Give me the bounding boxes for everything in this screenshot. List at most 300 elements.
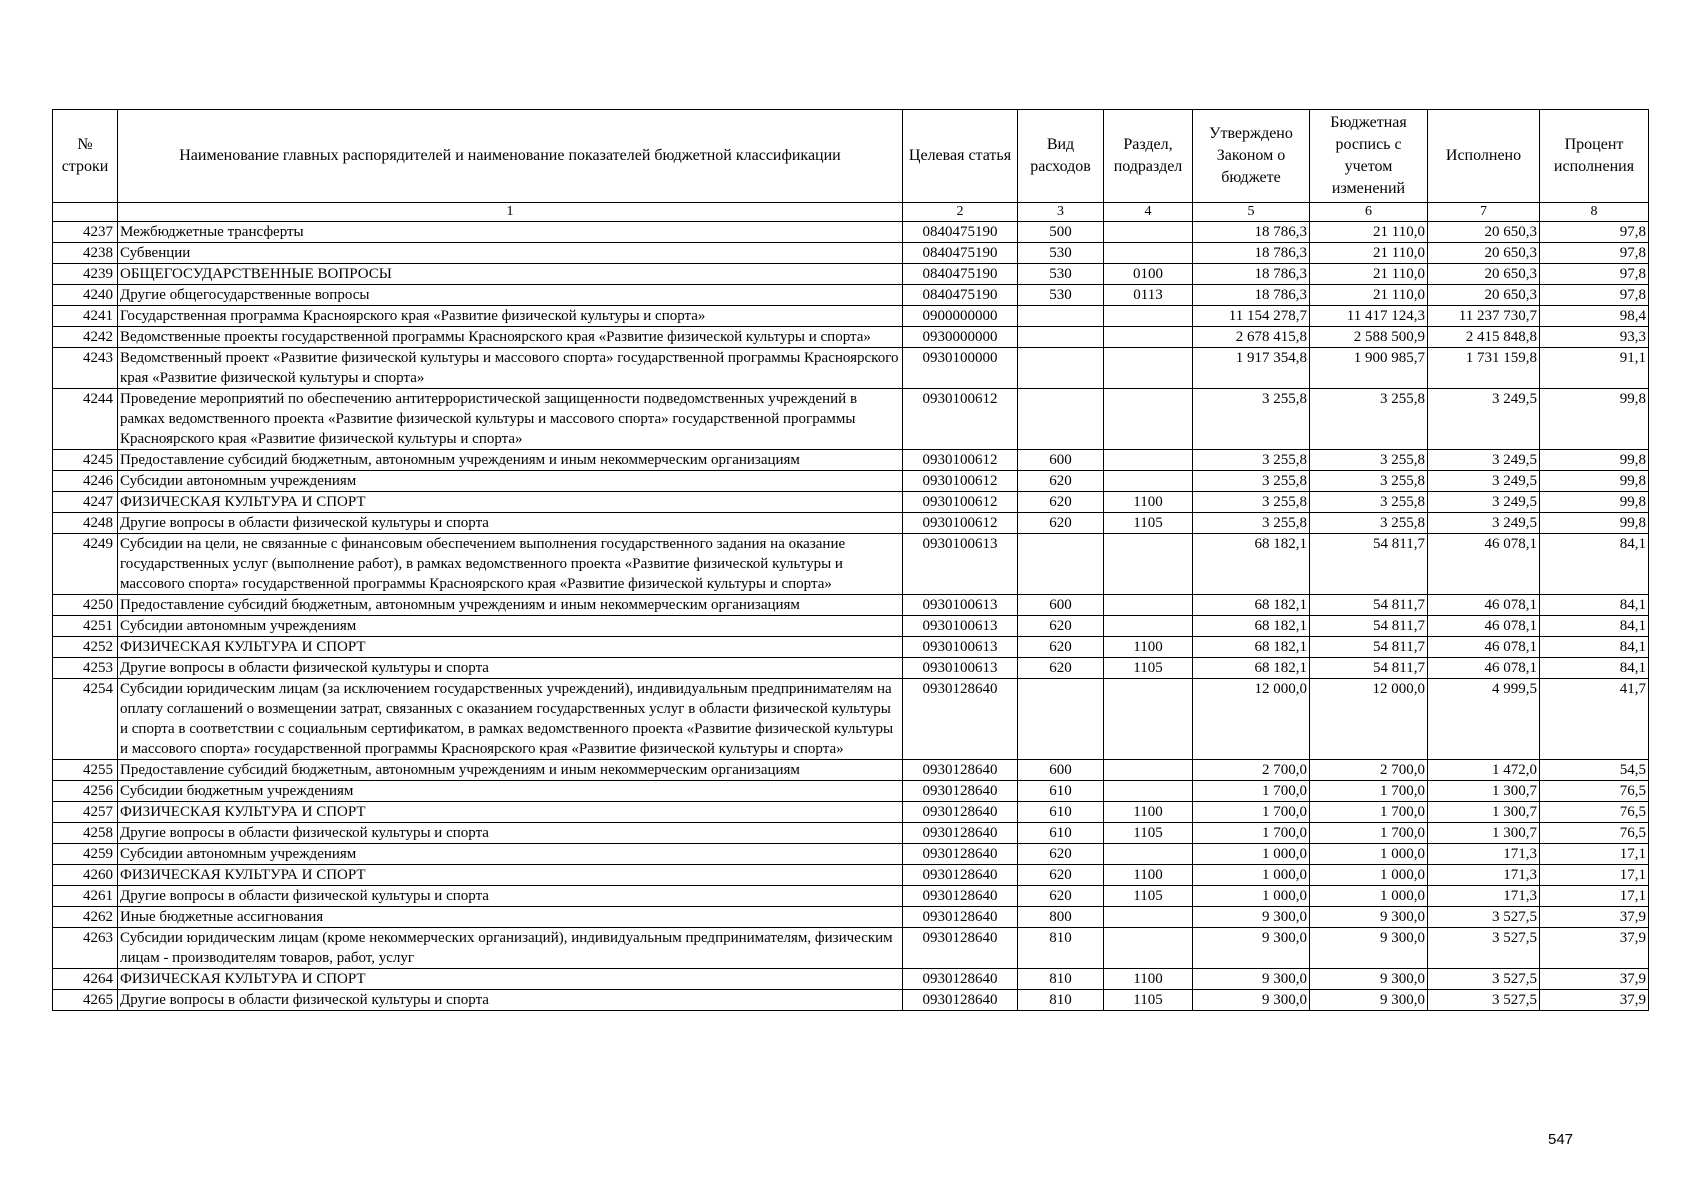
expense-type-cell (1018, 348, 1104, 389)
section-cell: 1105 (1104, 823, 1193, 844)
row-number-cell: 4239 (53, 264, 118, 285)
budget-amount-cell: 1 700,0 (1310, 823, 1428, 844)
approved-amount-cell: 18 786,3 (1193, 285, 1310, 306)
row-number-cell: 4265 (53, 990, 118, 1011)
expense-type-cell (1018, 389, 1104, 450)
table-row (53, 389, 1649, 450)
section-cell: 0100 (1104, 264, 1193, 285)
header-executed: Исполнено (1428, 110, 1540, 203)
row-number-cell: 4264 (53, 969, 118, 990)
approved-amount-cell: 3 255,8 (1193, 389, 1310, 450)
budget-amount-cell: 1 900 985,7 (1310, 348, 1428, 389)
percent-cell: 37,9 (1540, 990, 1649, 1011)
budget-amount-cell: 2 700,0 (1310, 760, 1428, 781)
percent-cell: 84,1 (1540, 616, 1649, 637)
section-cell (1104, 243, 1193, 264)
percent-cell: 99,8 (1540, 471, 1649, 492)
budget-amount-cell: 3 255,8 (1310, 389, 1428, 450)
section-cell: 1105 (1104, 990, 1193, 1011)
target-article-cell: 0900000000 (903, 306, 1018, 327)
expense-type-cell: 810 (1018, 928, 1104, 969)
section-cell (1104, 471, 1193, 492)
column-number: 2 (903, 203, 1018, 222)
budget-amount-cell: 1 700,0 (1310, 781, 1428, 802)
approved-amount-cell: 1 700,0 (1193, 823, 1310, 844)
name-cell: ФИЗИЧЕСКАЯ КУЛЬТУРА И СПОРТ (118, 492, 903, 513)
target-article-cell: 0930128640 (903, 928, 1018, 969)
section-cell (1104, 327, 1193, 348)
percent-cell: 97,8 (1540, 243, 1649, 264)
budget-amount-cell: 54 811,7 (1310, 658, 1428, 679)
executed-amount-cell: 20 650,3 (1428, 285, 1540, 306)
target-article-cell: 0930128640 (903, 886, 1018, 907)
section-cell (1104, 222, 1193, 243)
row-number-cell: 4252 (53, 637, 118, 658)
target-article-cell: 0930100613 (903, 637, 1018, 658)
budget-execution-table (52, 109, 1649, 1011)
name-cell: Субсидии автономным учреждениям (118, 844, 903, 865)
expense-type-cell (1018, 534, 1104, 595)
budget-amount-cell: 54 811,7 (1310, 534, 1428, 595)
target-article-cell: 0930100612 (903, 492, 1018, 513)
row-number-cell: 4247 (53, 492, 118, 513)
name-cell: Субсидии на цели, не связанные с финансовым обеспечением выполнения государственного задания на оказание государственных услуг (выполнение работ), в рамках ведомственного проекта «Развитие физической культуры и массового спорта» государственной программы Красноярского края «Развитие физической культуры и спорта» (118, 534, 903, 595)
target-article-cell: 0930128640 (903, 760, 1018, 781)
name-cell: Другие вопросы в области физической культуры и спорта (118, 823, 903, 844)
executed-amount-cell: 11 237 730,7 (1428, 306, 1540, 327)
section-cell (1104, 348, 1193, 389)
budget-amount-cell: 1 700,0 (1310, 802, 1428, 823)
approved-amount-cell: 68 182,1 (1193, 616, 1310, 637)
table-row (53, 886, 1649, 907)
target-article-cell: 0930128640 (903, 679, 1018, 760)
table-row (53, 471, 1649, 492)
table-row (53, 802, 1649, 823)
approved-amount-cell: 2 678 415,8 (1193, 327, 1310, 348)
percent-cell: 76,5 (1540, 823, 1649, 844)
row-number-cell: 4254 (53, 679, 118, 760)
target-article-cell: 0930128640 (903, 969, 1018, 990)
percent-cell: 98,4 (1540, 306, 1649, 327)
row-number-cell: 4244 (53, 389, 118, 450)
expense-type-cell (1018, 327, 1104, 348)
percent-cell: 17,1 (1540, 844, 1649, 865)
name-cell: Иные бюджетные ассигнования (118, 907, 903, 928)
percent-cell: 17,1 (1540, 886, 1649, 907)
header-budget-schedule: Бюджетная роспись с учетом изменений (1310, 110, 1428, 203)
name-cell: Другие общегосударственные вопросы (118, 285, 903, 306)
approved-amount-cell: 68 182,1 (1193, 534, 1310, 595)
column-number-blank (53, 203, 118, 222)
executed-amount-cell: 2 415 848,8 (1428, 327, 1540, 348)
approved-amount-cell: 1 700,0 (1193, 781, 1310, 802)
target-article-cell: 0930128640 (903, 781, 1018, 802)
row-number-cell: 4246 (53, 471, 118, 492)
header-percent: Процент исполнения (1540, 110, 1649, 203)
name-cell: Другие вопросы в области физической культуры и спорта (118, 513, 903, 534)
budget-amount-cell: 54 811,7 (1310, 595, 1428, 616)
table-row (53, 990, 1649, 1011)
executed-amount-cell: 46 078,1 (1428, 616, 1540, 637)
row-number-cell: 4256 (53, 781, 118, 802)
target-article-cell: 0930128640 (903, 990, 1018, 1011)
table-row (53, 492, 1649, 513)
row-number-cell: 4262 (53, 907, 118, 928)
executed-amount-cell: 3 527,5 (1428, 990, 1540, 1011)
name-cell: ФИЗИЧЕСКАЯ КУЛЬТУРА И СПОРТ (118, 637, 903, 658)
approved-amount-cell: 11 154 278,7 (1193, 306, 1310, 327)
header-target-article: Целевая статья (903, 110, 1018, 203)
name-cell: ОБЩЕГОСУДАРСТВЕННЫЕ ВОПРОСЫ (118, 264, 903, 285)
percent-cell: 84,1 (1540, 637, 1649, 658)
row-number-cell: 4259 (53, 844, 118, 865)
row-number-cell: 4238 (53, 243, 118, 264)
percent-cell: 76,5 (1540, 802, 1649, 823)
name-cell: Ведомственные проекты государственной программы Красноярского края «Развитие физической культуры и спорта» (118, 327, 903, 348)
target-article-cell: 0840475190 (903, 222, 1018, 243)
approved-amount-cell: 9 300,0 (1193, 907, 1310, 928)
name-cell: Межбюджетные трансферты (118, 222, 903, 243)
budget-amount-cell: 1 000,0 (1310, 844, 1428, 865)
percent-cell: 37,9 (1540, 907, 1649, 928)
target-article-cell: 0930100613 (903, 658, 1018, 679)
approved-amount-cell: 18 786,3 (1193, 243, 1310, 264)
section-cell: 1105 (1104, 886, 1193, 907)
section-cell: 1100 (1104, 969, 1193, 990)
budget-amount-cell: 9 300,0 (1310, 928, 1428, 969)
approved-amount-cell: 12 000,0 (1193, 679, 1310, 760)
section-cell: 1100 (1104, 492, 1193, 513)
expense-type-cell: 620 (1018, 844, 1104, 865)
table-row (53, 844, 1649, 865)
expense-type-cell: 620 (1018, 886, 1104, 907)
executed-amount-cell: 20 650,3 (1428, 243, 1540, 264)
table-row (53, 513, 1649, 534)
header-expense-type: Вид расходов (1018, 110, 1104, 203)
section-cell: 1100 (1104, 865, 1193, 886)
table-row (53, 616, 1649, 637)
approved-amount-cell: 3 255,8 (1193, 492, 1310, 513)
target-article-cell: 0930100613 (903, 616, 1018, 637)
name-cell: Субсидии юридическим лицам (за исключением государственных учреждений), индивидуальным предпринимателям на оплату соглашений о возмещении затрат, связанных с оказанием государственных услуг в области физической культуры и спорта в соответствии с социальным сертификатом, в рамках ведомственного проекта «Развитие физической культуры и массового спорта» государственной программы Красноярского края «Развитие физической культуры и спорта» (118, 679, 903, 760)
executed-amount-cell: 171,3 (1428, 844, 1540, 865)
approved-amount-cell: 68 182,1 (1193, 595, 1310, 616)
budget-amount-cell: 1 000,0 (1310, 886, 1428, 907)
budget-amount-cell: 54 811,7 (1310, 616, 1428, 637)
row-number-cell: 4261 (53, 886, 118, 907)
name-cell: Предоставление субсидий бюджетным, автономным учреждениям и иным некоммерческим организациям (118, 595, 903, 616)
column-number: 6 (1310, 203, 1428, 222)
approved-amount-cell: 1 000,0 (1193, 886, 1310, 907)
approved-amount-cell: 18 786,3 (1193, 264, 1310, 285)
budget-amount-cell: 21 110,0 (1310, 285, 1428, 306)
executed-amount-cell: 3 249,5 (1428, 450, 1540, 471)
executed-amount-cell: 20 650,3 (1428, 264, 1540, 285)
budget-amount-cell: 9 300,0 (1310, 969, 1428, 990)
name-cell: Субсидии бюджетным учреждениям (118, 781, 903, 802)
header-name: Наименование главных распорядителей и наименование показателей бюджетной классификации (118, 110, 903, 203)
approved-amount-cell: 3 255,8 (1193, 513, 1310, 534)
section-cell: 1100 (1104, 637, 1193, 658)
header-approved: Утверждено Законом о бюджете (1193, 110, 1310, 203)
table-row (53, 928, 1649, 969)
row-number-cell: 4241 (53, 306, 118, 327)
executed-amount-cell: 20 650,3 (1428, 222, 1540, 243)
budget-amount-cell: 12 000,0 (1310, 679, 1428, 760)
budget-amount-cell: 9 300,0 (1310, 990, 1428, 1011)
executed-amount-cell: 1 731 159,8 (1428, 348, 1540, 389)
row-number-cell: 4240 (53, 285, 118, 306)
header-section: Раздел, подраздел (1104, 110, 1193, 203)
section-cell (1104, 928, 1193, 969)
target-article-cell: 0930100613 (903, 534, 1018, 595)
column-number: 3 (1018, 203, 1104, 222)
approved-amount-cell: 68 182,1 (1193, 637, 1310, 658)
section-cell: 1100 (1104, 802, 1193, 823)
percent-cell: 17,1 (1540, 865, 1649, 886)
target-article-cell: 0930128640 (903, 823, 1018, 844)
table-row (53, 243, 1649, 264)
section-cell (1104, 534, 1193, 595)
name-cell: ФИЗИЧЕСКАЯ КУЛЬТУРА И СПОРТ (118, 802, 903, 823)
budget-amount-cell: 21 110,0 (1310, 243, 1428, 264)
expense-type-cell: 500 (1018, 222, 1104, 243)
executed-amount-cell: 171,3 (1428, 865, 1540, 886)
approved-amount-cell: 1 917 354,8 (1193, 348, 1310, 389)
budget-amount-cell: 54 811,7 (1310, 637, 1428, 658)
section-cell (1104, 781, 1193, 802)
section-cell (1104, 450, 1193, 471)
executed-amount-cell: 3 249,5 (1428, 389, 1540, 450)
column-number: 4 (1104, 203, 1193, 222)
executed-amount-cell: 3 527,5 (1428, 928, 1540, 969)
budget-amount-cell: 3 255,8 (1310, 513, 1428, 534)
name-cell: ФИЗИЧЕСКАЯ КУЛЬТУРА И СПОРТ (118, 969, 903, 990)
percent-cell: 37,9 (1540, 969, 1649, 990)
section-cell (1104, 616, 1193, 637)
table-row (53, 907, 1649, 928)
target-article-cell: 0930128640 (903, 865, 1018, 886)
row-number-cell: 4243 (53, 348, 118, 389)
executed-amount-cell: 46 078,1 (1428, 595, 1540, 616)
column-number: 7 (1428, 203, 1540, 222)
executed-amount-cell: 1 300,7 (1428, 802, 1540, 823)
table-row (53, 781, 1649, 802)
section-cell (1104, 306, 1193, 327)
name-cell: Субсидии юридическим лицам (кроме некоммерческих организаций), индивидуальным предпринимателям, физическим лицам - производителям товаров, работ, услуг (118, 928, 903, 969)
row-number-cell: 4248 (53, 513, 118, 534)
budget-amount-cell: 1 000,0 (1310, 865, 1428, 886)
expense-type-cell: 600 (1018, 450, 1104, 471)
name-cell: Проведение мероприятий по обеспечению антитеррористической защищенности подведомственных учреждений в рамках ведомственного проекта «Развитие физической культуры и массового спорта» государственной программы Красноярского края «Развитие физической культуры и спорта» (118, 389, 903, 450)
executed-amount-cell: 3 249,5 (1428, 471, 1540, 492)
percent-cell: 76,5 (1540, 781, 1649, 802)
table-row (53, 348, 1649, 389)
column-number: 8 (1540, 203, 1649, 222)
row-number-cell: 4258 (53, 823, 118, 844)
name-cell: Субсидии автономным учреждениям (118, 616, 903, 637)
executed-amount-cell: 3 527,5 (1428, 969, 1540, 990)
section-cell (1104, 595, 1193, 616)
expense-type-cell: 600 (1018, 760, 1104, 781)
target-article-cell: 0930000000 (903, 327, 1018, 348)
approved-amount-cell: 2 700,0 (1193, 760, 1310, 781)
table-row (53, 450, 1649, 471)
percent-cell: 99,8 (1540, 492, 1649, 513)
row-number-cell: 4245 (53, 450, 118, 471)
name-cell: Предоставление субсидий бюджетным, автономным учреждениям и иным некоммерческим организациям (118, 450, 903, 471)
name-cell: Другие вопросы в области физической культуры и спорта (118, 886, 903, 907)
target-article-cell: 0840475190 (903, 243, 1018, 264)
approved-amount-cell: 9 300,0 (1193, 928, 1310, 969)
approved-amount-cell: 3 255,8 (1193, 450, 1310, 471)
table-row (53, 222, 1649, 243)
budget-amount-cell: 21 110,0 (1310, 264, 1428, 285)
row-number-cell: 4249 (53, 534, 118, 595)
row-number-cell: 4255 (53, 760, 118, 781)
expense-type-cell: 620 (1018, 616, 1104, 637)
expense-type-cell: 530 (1018, 285, 1104, 306)
expense-type-cell: 530 (1018, 264, 1104, 285)
row-number-cell: 4250 (53, 595, 118, 616)
expense-type-cell: 810 (1018, 990, 1104, 1011)
expense-type-cell: 620 (1018, 492, 1104, 513)
table-row (53, 595, 1649, 616)
name-cell: Предоставление субсидий бюджетным, автономным учреждениям и иным некоммерческим организациям (118, 760, 903, 781)
target-article-cell: 0930100612 (903, 471, 1018, 492)
section-cell (1104, 679, 1193, 760)
executed-amount-cell: 3 249,5 (1428, 513, 1540, 534)
approved-amount-cell: 9 300,0 (1193, 990, 1310, 1011)
table-row (53, 658, 1649, 679)
expense-type-cell: 610 (1018, 802, 1104, 823)
expense-type-cell: 620 (1018, 658, 1104, 679)
executed-amount-cell: 46 078,1 (1428, 637, 1540, 658)
executed-amount-cell: 3 249,5 (1428, 492, 1540, 513)
percent-cell: 84,1 (1540, 658, 1649, 679)
expense-type-cell: 810 (1018, 969, 1104, 990)
expense-type-cell: 600 (1018, 595, 1104, 616)
approved-amount-cell: 1 700,0 (1193, 802, 1310, 823)
budget-amount-cell: 2 588 500,9 (1310, 327, 1428, 348)
budget-amount-cell: 21 110,0 (1310, 222, 1428, 243)
table-row (53, 760, 1649, 781)
expense-type-cell: 620 (1018, 637, 1104, 658)
name-cell: Субсидии автономным учреждениям (118, 471, 903, 492)
section-cell: 1105 (1104, 513, 1193, 534)
expense-type-cell: 530 (1018, 243, 1104, 264)
row-number-cell: 4260 (53, 865, 118, 886)
row-number-cell: 4237 (53, 222, 118, 243)
budget-amount-cell: 11 417 124,3 (1310, 306, 1428, 327)
page-number: 547 (1548, 1131, 1574, 1148)
table-row (53, 534, 1649, 595)
percent-cell: 97,8 (1540, 222, 1649, 243)
percent-cell: 97,8 (1540, 264, 1649, 285)
name-cell: Ведомственный проект «Развитие физической культуры и массового спорта» государственной программы Красноярского края «Развитие физической культуры и спорта» (118, 348, 903, 389)
section-cell (1104, 907, 1193, 928)
table-header (53, 110, 1649, 222)
target-article-cell: 0840475190 (903, 285, 1018, 306)
budget-table-container (52, 109, 1648, 1011)
row-number-cell: 4253 (53, 658, 118, 679)
section-cell (1104, 389, 1193, 450)
column-number-row (53, 203, 1649, 222)
target-article-cell: 0930128640 (903, 802, 1018, 823)
section-cell (1104, 844, 1193, 865)
percent-cell: 84,1 (1540, 595, 1649, 616)
target-article-cell: 0930128640 (903, 907, 1018, 928)
approved-amount-cell: 1 000,0 (1193, 844, 1310, 865)
budget-amount-cell: 3 255,8 (1310, 471, 1428, 492)
executed-amount-cell: 171,3 (1428, 886, 1540, 907)
budget-amount-cell: 3 255,8 (1310, 492, 1428, 513)
section-cell: 0113 (1104, 285, 1193, 306)
percent-cell: 91,1 (1540, 348, 1649, 389)
executed-amount-cell: 46 078,1 (1428, 658, 1540, 679)
section-cell: 1105 (1104, 658, 1193, 679)
row-number-cell: 4263 (53, 928, 118, 969)
target-article-cell: 0930100612 (903, 450, 1018, 471)
approved-amount-cell: 9 300,0 (1193, 969, 1310, 990)
expense-type-cell: 620 (1018, 471, 1104, 492)
row-number-cell: 4257 (53, 802, 118, 823)
percent-cell: 97,8 (1540, 285, 1649, 306)
expense-type-cell (1018, 679, 1104, 760)
table-row (53, 823, 1649, 844)
percent-cell: 84,1 (1540, 534, 1649, 595)
budget-amount-cell: 9 300,0 (1310, 907, 1428, 928)
executed-amount-cell: 3 527,5 (1428, 907, 1540, 928)
table-row (53, 285, 1649, 306)
target-article-cell: 0930100612 (903, 389, 1018, 450)
table-row (53, 969, 1649, 990)
approved-amount-cell: 3 255,8 (1193, 471, 1310, 492)
header-row-number: № строки (53, 110, 118, 203)
percent-cell: 99,8 (1540, 513, 1649, 534)
table-row (53, 264, 1649, 285)
section-cell (1104, 760, 1193, 781)
name-cell: ФИЗИЧЕСКАЯ КУЛЬТУРА И СПОРТ (118, 865, 903, 886)
table-row (53, 679, 1649, 760)
percent-cell: 41,7 (1540, 679, 1649, 760)
target-article-cell: 0930100612 (903, 513, 1018, 534)
percent-cell: 93,3 (1540, 327, 1649, 348)
table-row (53, 637, 1649, 658)
approved-amount-cell: 18 786,3 (1193, 222, 1310, 243)
executed-amount-cell: 1 300,7 (1428, 823, 1540, 844)
target-article-cell: 0930100613 (903, 595, 1018, 616)
budget-amount-cell: 3 255,8 (1310, 450, 1428, 471)
expense-type-cell: 620 (1018, 513, 1104, 534)
target-article-cell: 0930100000 (903, 348, 1018, 389)
column-number: 1 (118, 203, 903, 222)
approved-amount-cell: 1 000,0 (1193, 865, 1310, 886)
name-cell: Субвенции (118, 243, 903, 264)
table-row (53, 865, 1649, 886)
table-body (53, 222, 1649, 1011)
name-cell: Государственная программа Красноярского края «Развитие физической культуры и спорта» (118, 306, 903, 327)
expense-type-cell (1018, 306, 1104, 327)
target-article-cell: 0840475190 (903, 264, 1018, 285)
executed-amount-cell: 4 999,5 (1428, 679, 1540, 760)
percent-cell: 54,5 (1540, 760, 1649, 781)
percent-cell: 99,8 (1540, 450, 1649, 471)
executed-amount-cell: 1 472,0 (1428, 760, 1540, 781)
expense-type-cell: 610 (1018, 823, 1104, 844)
target-article-cell: 0930128640 (903, 844, 1018, 865)
expense-type-cell: 800 (1018, 907, 1104, 928)
